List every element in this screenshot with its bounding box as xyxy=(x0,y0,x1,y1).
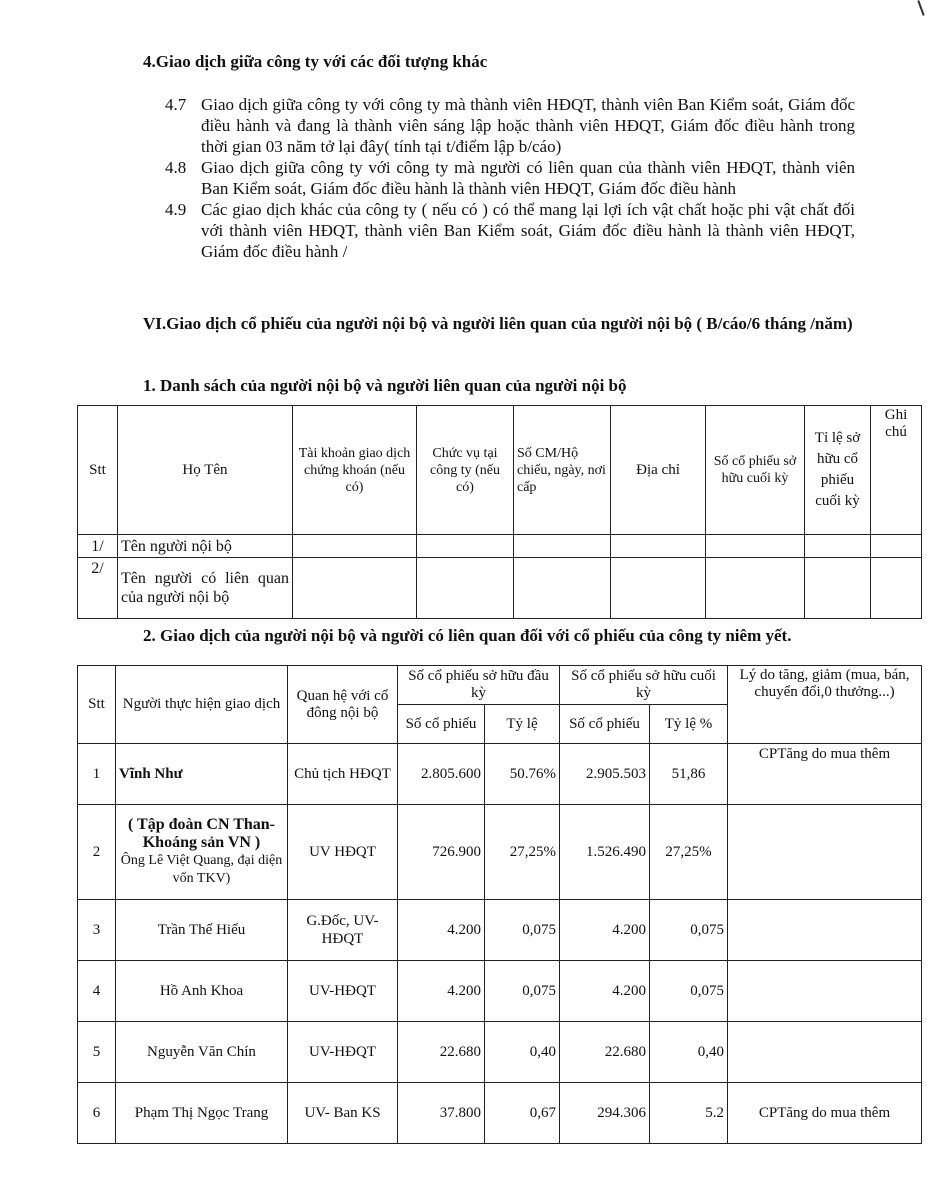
item-text: Các giao dịch khác của công ty ( nếu có ) có thể mang lại lợi ích vật chất hoặc phi vật chất đối với thành viên HĐQT, thành viên Ban Kiểm soát, Giám đốc điều hành là thành viên HĐQT, Giám đốc điều hành / xyxy=(201,200,855,261)
person-cell: Nguyễn Văn Chín xyxy=(116,1022,288,1083)
empty-cell xyxy=(805,535,871,558)
empty-cell xyxy=(293,558,417,619)
end-shares-cell: 22.680 xyxy=(560,1022,650,1083)
stt-cell: 1 xyxy=(78,744,116,805)
person-representative: Ông Lê Việt Quang, đại diện vốn TKV) xyxy=(120,853,283,886)
reason-cell: CPTăng do mua thêm xyxy=(728,1083,922,1144)
subsection-1-title: 1. Danh sách của người nội bộ và người liên quan của người nội bộ xyxy=(143,376,627,395)
end-shares-cell: 4.200 xyxy=(560,900,650,961)
reason-cell xyxy=(728,1022,922,1083)
end-ratio-cell: 0,40 xyxy=(650,1022,728,1083)
header-cell: Số CM/Hộ chiếu, ngày, nơi cấp xyxy=(514,406,611,535)
name-cell: Tên người nội bộ xyxy=(118,535,293,558)
table-row xyxy=(78,900,922,961)
person-org-name: ( Tập đoàn CN Than-Khoáng sản VN ) xyxy=(127,816,276,851)
relation-cell: UV- Ban KS xyxy=(288,1083,398,1144)
table-row xyxy=(78,805,922,900)
end-shares-cell: 2.905.503 xyxy=(560,744,650,805)
begin-ratio-cell: 0,075 xyxy=(485,900,560,961)
person-cell: Phạm Thị Ngọc Trang xyxy=(116,1083,288,1144)
header-begin-period: Số cổ phiếu sở hữu đầu kỳ xyxy=(398,666,560,705)
header-begin-shares: Số cổ phiếu xyxy=(398,705,485,744)
item-number: 4.9 xyxy=(165,200,187,219)
begin-ratio-cell: 27,25% xyxy=(485,805,560,900)
reason-cell xyxy=(728,900,922,961)
empty-cell xyxy=(706,535,805,558)
item-number: 4.8 xyxy=(165,158,187,177)
empty-cell xyxy=(293,535,417,558)
begin-ratio-cell: 0,40 xyxy=(485,1022,560,1083)
empty-cell xyxy=(611,535,706,558)
empty-cell xyxy=(417,558,514,619)
relation-cell: Chủ tịch HĐQT xyxy=(288,744,398,805)
reason-cell: CPTăng do mua thêm xyxy=(728,744,922,805)
begin-shares-cell: 2.805.600 xyxy=(398,744,485,805)
section-4-title: 4.Giao dịch giữa công ty với các đối tượng khác xyxy=(143,52,488,71)
insider-list-table xyxy=(77,405,922,619)
header-cell: Tài khoản giao dịch chứng khoán (nếu có) xyxy=(293,406,417,535)
stt-cell: 2/ xyxy=(78,558,118,619)
begin-shares-cell: 22.680 xyxy=(398,1022,485,1083)
subsection-2-title: 2. Giao dịch của người nội bộ và người có liên quan đối với cổ phiếu của công ty niêm yết. xyxy=(143,626,792,645)
header-end-ratio: Tỷ lệ % xyxy=(650,705,728,744)
item-4-7 xyxy=(165,94,855,157)
reason-cell xyxy=(728,805,922,900)
empty-cell xyxy=(417,535,514,558)
person-cell: Vĩnh Như xyxy=(116,744,288,805)
empty-cell xyxy=(514,558,611,619)
empty-cell xyxy=(871,558,922,619)
end-ratio-cell: 0,075 xyxy=(650,900,728,961)
insider-transactions-table xyxy=(77,665,922,1144)
header-relation: Quan hệ với cổ đông nội bộ xyxy=(288,666,398,744)
begin-shares-cell: 4.200 xyxy=(398,961,485,1022)
header-stt: Stt xyxy=(78,666,116,744)
stt-cell: 3 xyxy=(78,900,116,961)
table-header-row xyxy=(78,406,922,535)
end-shares-cell: 4.200 xyxy=(560,961,650,1022)
header-reason: Lý do tăng, giảm (mua, bán, chuyển đổi,0 thưởng...) xyxy=(728,666,922,744)
header-cell: Ghi chú xyxy=(871,406,922,535)
header-person: Người thực hiện giao dịch xyxy=(116,666,288,744)
section-4-items xyxy=(165,94,855,262)
begin-ratio-cell: 0,075 xyxy=(485,961,560,1022)
table-row xyxy=(78,744,922,805)
header-cell: Địa chỉ xyxy=(611,406,706,535)
item-text: Giao dịch giữa công ty với công ty mà người có liên quan của thành viên HĐQT, thành viên Ban Kiểm soát, Giám đốc điều hành là thành viên HĐQT, Giám đốc điều hành xyxy=(201,158,855,198)
table-row xyxy=(78,961,922,1022)
empty-cell xyxy=(611,558,706,619)
item-4-9 xyxy=(165,199,855,262)
begin-shares-cell: 37.800 xyxy=(398,1083,485,1144)
stt-cell: 5 xyxy=(78,1022,116,1083)
begin-ratio-cell: 50.76% xyxy=(485,744,560,805)
person-cell: Trần Thế Hiếu xyxy=(116,900,288,961)
header-cell: Tỉ lệ sở hữu cổ phiếu cuối kỳ xyxy=(805,406,871,535)
header-end-shares: Số cổ phiếu xyxy=(560,705,650,744)
begin-shares-cell: 726.900 xyxy=(398,805,485,900)
end-ratio-cell: 0,075 xyxy=(650,961,728,1022)
end-shares-cell: 294.306 xyxy=(560,1083,650,1144)
end-shares-cell: 1.526.490 xyxy=(560,805,650,900)
table-row xyxy=(78,558,922,619)
section-6-title: VI.Giao dịch cổ phiếu của người nội bộ và người liên quan của người nội bộ ( B/cáo/6 tháng /năm) xyxy=(143,314,853,333)
empty-cell xyxy=(871,535,922,558)
item-number: 4.7 xyxy=(165,95,187,114)
scan-mark xyxy=(916,0,927,18)
item-4-8 xyxy=(165,157,855,199)
empty-cell xyxy=(805,558,871,619)
end-ratio-cell: 5.2 xyxy=(650,1083,728,1144)
table-row xyxy=(78,1083,922,1144)
stt-cell: 6 xyxy=(78,1083,116,1144)
header-cell: Họ Tên xyxy=(118,406,293,535)
header-cell: Số cổ phiếu sở hữu cuối kỳ xyxy=(706,406,805,535)
header-cell: Chức vụ tại công ty (nếu có) xyxy=(417,406,514,535)
reason-cell xyxy=(728,961,922,1022)
name-cell: Tên người có liên quan của người nội bộ xyxy=(118,558,293,619)
end-ratio-cell: 27,25% xyxy=(650,805,728,900)
begin-ratio-cell: 0,67 xyxy=(485,1083,560,1144)
relation-cell: UV-HĐQT xyxy=(288,1022,398,1083)
end-ratio-cell: 51,86 xyxy=(650,744,728,805)
stt-cell: 1/ xyxy=(78,535,118,558)
table-header-row xyxy=(78,666,922,705)
table-row xyxy=(78,535,922,558)
empty-cell xyxy=(706,558,805,619)
begin-shares-cell: 4.200 xyxy=(398,900,485,961)
stt-cell: 2 xyxy=(78,805,116,900)
header-cell: Stt xyxy=(78,406,118,535)
person-cell xyxy=(116,805,288,900)
item-text: Giao dịch giữa công ty với công ty mà thành viên HĐQT, thành viên Ban Kiểm soát, Giám đốc điều hành và đang là thành viên sáng lập hoặc thành viên HĐQT, Giám đốc điều hành trong thời gian 03 năm tở lại đây( tính tại t/điểm lập b/cáo) xyxy=(201,95,855,156)
relation-cell: UV HĐQT xyxy=(288,805,398,900)
header-end-period: Số cổ phiếu sở hữu cuối kỳ xyxy=(560,666,728,705)
person-cell: Hồ Anh Khoa xyxy=(116,961,288,1022)
relation-cell: UV-HĐQT xyxy=(288,961,398,1022)
relation-cell: G.Đốc, UV-HĐQT xyxy=(288,900,398,961)
table-row xyxy=(78,1022,922,1083)
stt-cell: 4 xyxy=(78,961,116,1022)
empty-cell xyxy=(514,535,611,558)
header-begin-ratio: Tỷ lệ xyxy=(485,705,560,744)
